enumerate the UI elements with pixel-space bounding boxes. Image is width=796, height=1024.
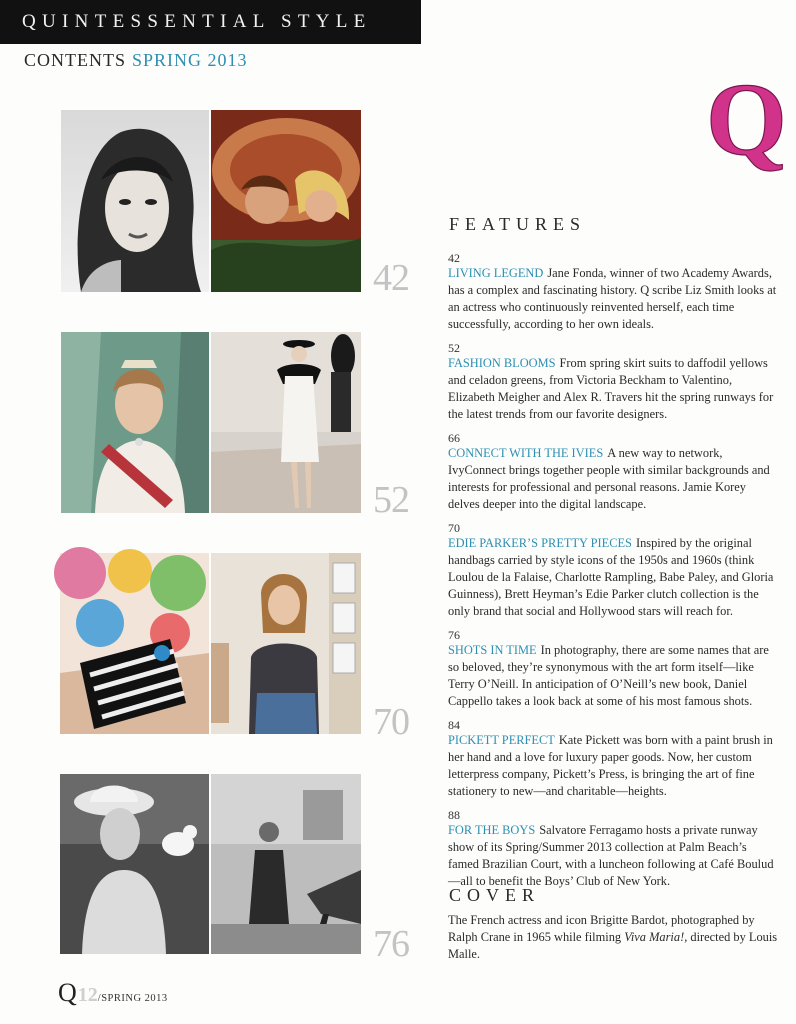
feature-page: 42 [448, 251, 460, 265]
feature-entry [448, 718, 778, 800]
page-number-76: 76 [373, 923, 409, 965]
cover-text-a: The French actress and icon Brigitte Bardot, photographed by Ralph Crane in 1965 while filming [448, 913, 755, 944]
feature-title[interactable]: LIVING LEGEND [448, 266, 544, 280]
feature-description: In photography, there are some names that are so beloved, they’re synonymous with the art form itself—like Terry O’Neill. In anticipation of O’Neill’s new book, Daniel Cappello takes a look back at some of his most famous shots. [448, 643, 769, 708]
feature-description: Kate Pickett was born with a paint brush in her hand and a love for luxury paper goods. Now, her custom letterpress company, Pickett’s Press, is bringing the art of fine stationery to new—and charitable—heights. [448, 733, 773, 798]
folio [58, 978, 168, 1008]
feature-description: Jane Fonda, winner of two Academy Awards, has a complex and fascinating history. Q scribe Liz Smith looks at an actress who continuously reinvented herself, each time successfully, according to her own ideals. [448, 266, 777, 331]
cover-film-title: Viva Maria! [624, 930, 685, 944]
feature-title[interactable]: FASHION BLOOMS [448, 356, 556, 370]
photo-royal-portrait [61, 332, 209, 513]
photo-designer-studio [211, 553, 361, 734]
features-list [448, 251, 778, 898]
cover-description [448, 912, 778, 963]
photo-photo-shoot-bw [211, 774, 361, 954]
contents-heading [24, 50, 248, 71]
feature-entry [448, 628, 778, 710]
cover-text-b: , directed by Louis Malle. [448, 930, 778, 961]
photo-hat-bird-bw [60, 774, 209, 954]
feature-title[interactable]: CONNECT WITH THE IVIES [448, 446, 604, 460]
feature-page: 88 [448, 808, 460, 822]
feature-description: From spring skirt suits to daffodil yellows and celadon greens, from Victoria Beckham to Valentino, Elizabeth Meigher and Alex R. Travers hit the spring runways for the latest trends from our favorite designers. [448, 356, 774, 421]
feature-page: 76 [448, 628, 460, 642]
feature-page: 84 [448, 718, 460, 732]
feature-description: Inspired by the original handbags carried by style icons of the 1950s and 1960s (think Loulou de la Falaise, Charlotte Rampling, Babe Paley, and Gloria Guinness), Brett Heyman’s Edie Parker clutch collection is the only brand that social and Hollywood stars will reach for. [448, 536, 774, 618]
feature-title[interactable]: FOR THE BOYS [448, 823, 536, 837]
feature-description: A new way to network, IvyConnect brings together people with similar backgrounds and interests for professional and personal reasons. Jamie Korey delves deeper into the digital landscape. [448, 446, 770, 511]
photo-clutch-hand [60, 553, 209, 734]
feature-entry [448, 431, 778, 513]
features-heading: FEATURES [449, 214, 587, 234]
folio-q-logo: Q [58, 978, 77, 1007]
feature-entry [448, 808, 778, 890]
feature-description: Salvatore Ferragamo hosts a private runway show of its Spring/Summer 2013 collection at Palm Beach’s famed Brazilian Court, with a luncheon following at Café Boulud—all to benefit the Boys’ Club of New York. [448, 823, 774, 888]
feature-page: 66 [448, 431, 460, 445]
feature-title[interactable]: PICKETT PERFECT [448, 733, 555, 747]
feature-entry [448, 521, 778, 620]
q-logo-icon [704, 58, 787, 178]
issue-label: SPRING 2013 [132, 50, 248, 70]
feature-page: 70 [448, 521, 460, 535]
page-number-52: 52 [373, 479, 409, 521]
contents-label: CONTENTS [24, 50, 126, 70]
feature-entry [448, 341, 778, 423]
masthead-banner: QUINTESSENTIAL STYLE [0, 0, 421, 44]
q-logo-letter: Q [706, 62, 787, 177]
photo-portrait-bw [61, 110, 209, 292]
folio-page-number: 12 [77, 984, 98, 1006]
folio-season: /SPRING 2013 [97, 993, 168, 1004]
page-number-42: 42 [373, 257, 409, 299]
feature-title[interactable]: SHOTS IN TIME [448, 643, 537, 657]
feature-entry [448, 251, 778, 333]
feature-page: 52 [448, 341, 460, 355]
photo-runway-dress [211, 332, 361, 513]
feature-title[interactable]: EDIE PARKER’S PRETTY PIECES [448, 536, 632, 550]
cover-heading: COVER [449, 885, 541, 905]
page-number-70: 70 [373, 701, 409, 743]
photo-film-still-color [211, 110, 361, 292]
